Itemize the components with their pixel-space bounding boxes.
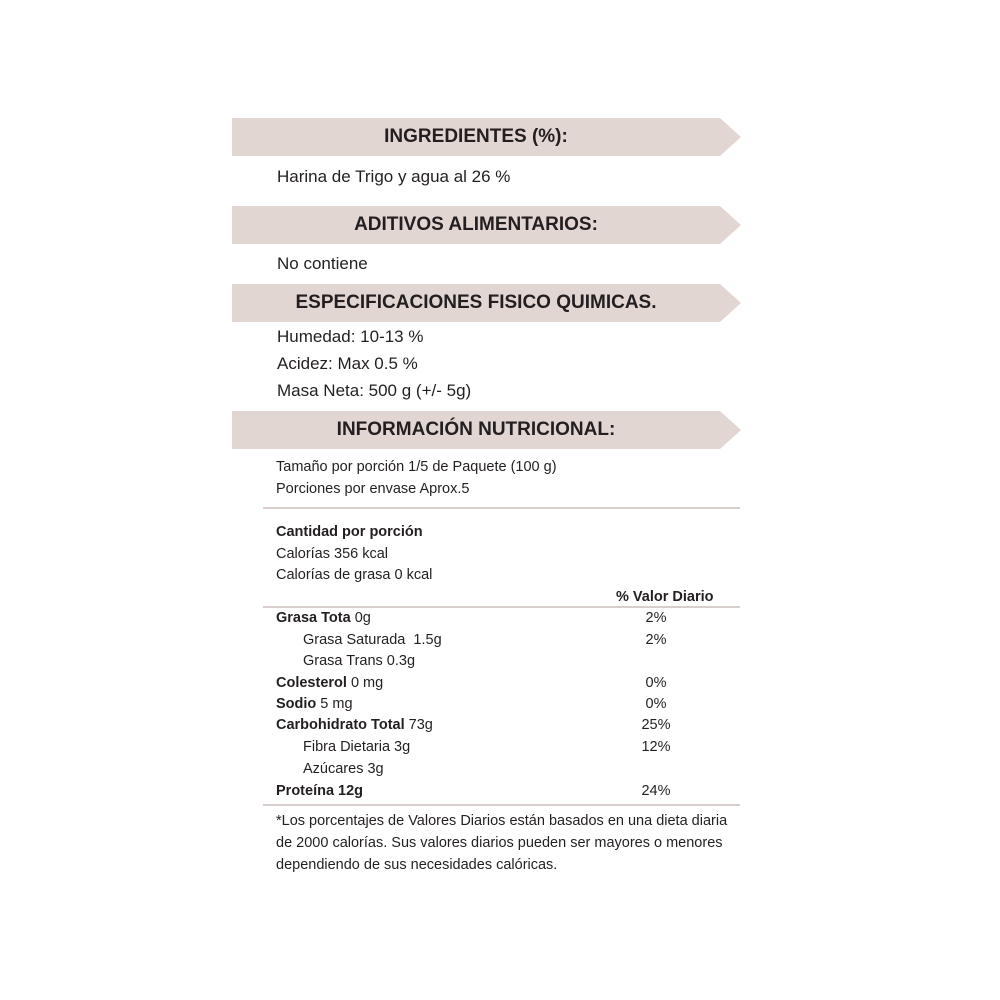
nutrient-daily-value: 2% [645, 632, 667, 648]
nutrient-name: Carbohidrato Total [276, 717, 405, 733]
ingredients-banner [232, 118, 741, 156]
footnote: *Los porcentajes de Valores Diarios están basados en una dieta diaria de 2000 calorías. Sus valores diarios pueden ser mayores o menores dependiendo de sus necesidades calóricas. [276, 813, 728, 873]
nutrition-row [276, 610, 746, 630]
nutrient-amount: Azúcares 3g [303, 761, 384, 777]
specs-net-mass: Masa Neta: 500 g (+/- 5g) [277, 381, 472, 400]
nutrient-daily-value: 25% [641, 717, 671, 733]
specs-humidity: Humedad: 10-13 % [277, 327, 424, 346]
nutrition-row [276, 739, 746, 759]
divider-top [263, 507, 740, 509]
additives-title: ADITIVOS ALIMENTARIOS: [354, 214, 598, 235]
nutrient-label [303, 739, 410, 755]
ingredients-text: Harina de Trigo y agua al 26 % [277, 167, 511, 186]
nutrient-amount: 73g [404, 717, 433, 733]
nutrient-name: Grasa Tota [276, 610, 351, 626]
nutrition-row [276, 653, 746, 673]
nutrition-row [276, 632, 746, 652]
nutrition-row [276, 696, 746, 716]
specs-title: ESPECIFICACIONES FISICO QUIMICAS. [295, 292, 657, 313]
fat-calories: Calorías de grasa 0 kcal [276, 567, 433, 583]
nutrient-label [303, 653, 415, 669]
nutrient-name: Proteína 12g [276, 783, 364, 799]
nutrient-amount: 5 mg [316, 696, 353, 712]
nutrient-name: Colesterol [276, 675, 347, 691]
nutrient-label [276, 696, 353, 712]
daily-value-header: % Valor Diario [616, 589, 714, 605]
nutrient-amount: 0 mg [346, 675, 384, 691]
nutrition-row [276, 717, 746, 737]
specs-banner [232, 284, 741, 322]
nutrient-daily-value: 12% [641, 739, 671, 755]
nutrient-label [276, 783, 363, 799]
nutrient-label [276, 717, 433, 733]
nutrient-label [276, 675, 383, 691]
nutrient-name: Sodio [276, 696, 317, 712]
nutrition-title: INFORMACIÓN NUTRICIONAL: [336, 419, 616, 440]
nutrient-daily-value: 2% [645, 610, 667, 626]
nutrient-amount: Fibra Dietaria 3g [303, 739, 411, 755]
nutrient-daily-value: 24% [641, 783, 671, 799]
nutrient-daily-value: 0% [645, 696, 667, 712]
nutrient-daily-value: 0% [645, 675, 667, 691]
nutrition-row [276, 761, 746, 781]
nutrient-label [276, 610, 371, 626]
amount-per-serving-header: Cantidad por porción [276, 524, 423, 540]
additives-banner [232, 206, 741, 244]
nutrient-label [303, 632, 442, 648]
calories: Calorías 356 kcal [276, 546, 389, 562]
nutrient-label [303, 761, 384, 777]
ingredients-title: INGREDIENTES (%): [384, 126, 568, 147]
nutrition-row [276, 675, 746, 695]
servings-per-container: Porciones por envase Aprox.5 [276, 481, 470, 497]
serving-size: Tamaño por porción 1/5 de Paquete (100 g) [276, 459, 557, 475]
nutrient-amount: Grasa Saturada 1.5g [303, 632, 442, 648]
nutrient-amount: Grasa Trans 0.3g [303, 653, 416, 669]
nutrient-amount: 0g [350, 610, 371, 626]
specs-acidity: Acidez: Max 0.5 % [277, 354, 418, 373]
additives-text: No contiene [277, 254, 368, 273]
divider-bottom [263, 804, 740, 806]
nutrition-banner [232, 411, 741, 449]
divider-dv [263, 606, 740, 608]
nutrition-row [276, 783, 746, 803]
